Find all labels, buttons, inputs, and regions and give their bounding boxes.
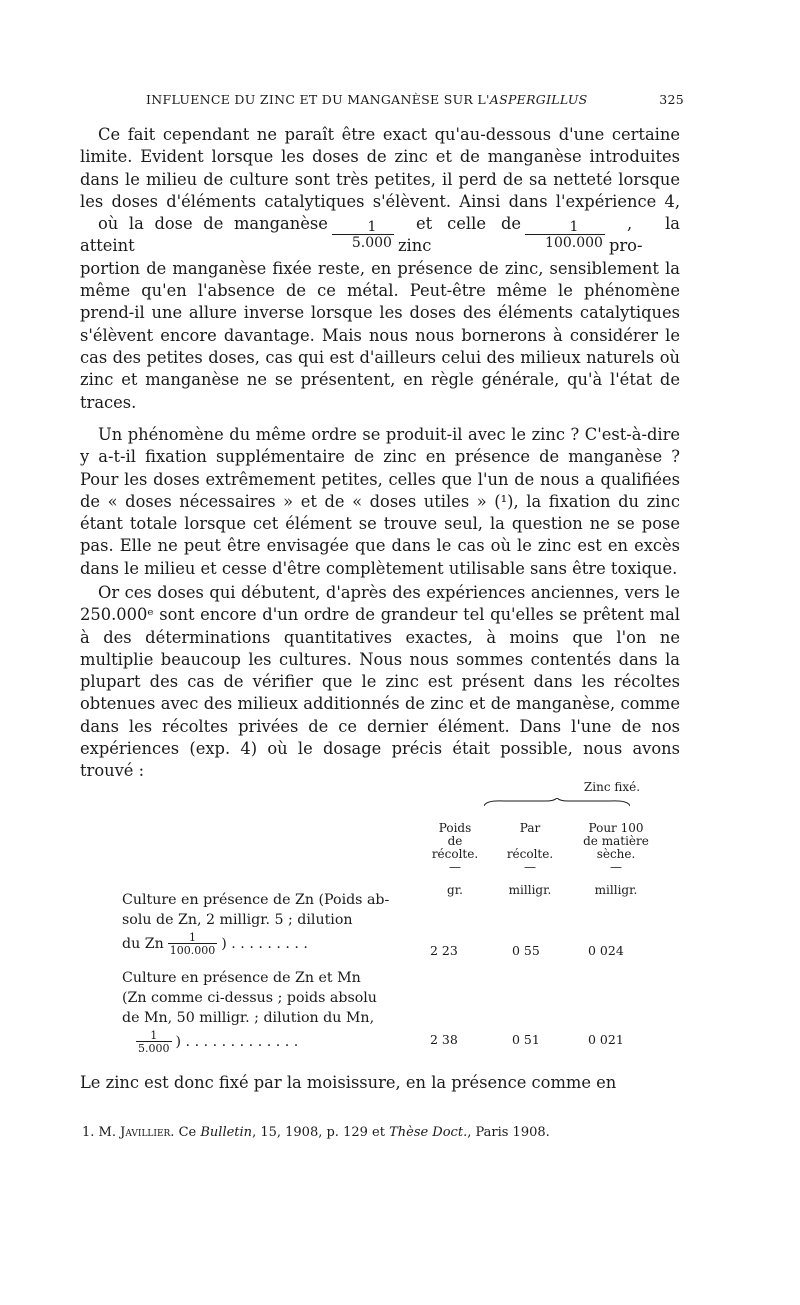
table-cell: 0 021 [588,1032,624,1047]
brace-icon [484,798,630,808]
body-paragraph-4: Le zinc est donc fixé par la moisissure, en la présence comme en [80,1073,617,1092]
paragraph-1-part-2: portion de manganèse fixée reste, en présence de zinc, sensiblement la même qu'en l'absence de ce métal. Peut-être même le phénomène prend-il une allure inverse lorsque les doses des éléments catalytiques s'élèvent encore davantage. Mais nous nous bornerons à considérer le cas des petites doses, cas qui est d'ailleurs celui des milieux naturels où zinc et manganèse ne se présentent, en règle générale, qu'à l'état de traces. [80,258,680,412]
body-paragraph-2: Un phénomène du même ordre se produit-il avec le zinc ? C'est-à-dire y a-t-il fixation supplémentaire de zinc en présence de manganèse ? Pour les doses extrêmement petites, celles que l'un de nous a qualifiées de « doses nécessaires » et de « doses utiles » (¹), la fixation du zinc étant totale lorsque cet élément se trouve seul, la question ne se pose pas. Elle ne peut être envisagée que dans le cas où le zinc est en excès dans le milieu et cesse d'être complètement utilisable sans être toxique. [80,425,680,578]
footnote: 1. M. Javillier. Ce Bulletin, 15, 1908, p. 129 et Thèse Doct., Paris 1908. [82,1125,550,1140]
table-group-header: Zinc fixé. [583,780,641,794]
column-header-par-recolte: Par récolte. — milligr. [506,821,554,897]
paragraph-1-part-1: Ce fait cependant ne paraît être exact qu'au-dessous d'une certaine limite. Evident lorsque les doses de zinc et de manganèse introduites dans le milieu de culture sont très petites, il perd de sa netteté lorsque les doses d'éléments catalytiques s'élèvent. Ainsi dans l'expérience 4, [80,125,680,211]
running-header [146,92,684,107]
column-header-poids: Poids de récolte. — gr. [431,821,479,897]
fraction-line: où la dose de manganèse atteint $\frac{1}{5.000}$ et celle de zinc $\frac{1}{100.000}$ , la pro- [80,214,680,256]
fraction-zinc: $\frac{1}{100.000}$ [525,220,605,250]
fraction-manganese: $\frac{1}{5.000}$ [332,220,394,250]
body-paragraph-1 [80,124,680,414]
running-title: INFLUENCE DU ZINC ET DU MANGANÈSE SUR L'ASPERGILLUS [146,92,588,107]
page-number: 325 [659,92,684,107]
table-cell: 0 024 [588,943,624,958]
body-paragraph-3: Or ces doses qui débutent, d'après des expériences anciennes, vers le 250.000ᵉ sont encore d'un ordre de grandeur tel qu'elles se prêtent mal à des déterminations quantitatives exactes, à moins que l'on ne multiplie beaucoup les cultures. Nous nous sommes contentés dans la plupart des cas de vérifier que le zinc est présent dans les récoltes obtenues avec des milieux additionnés de zinc et de manganèse, comme dans les récoltes privées de ce dernier élément. Dans l'une de nos expériences (exp. 4) où le dosage précis était possible, nous avons trouvé : [80,583,680,781]
table-row-label: Culture en présence de Zn (Poids ab- solu de Zn, 2 milligr. 5 ; dilution du Zn $\frac{1}{100.000}$ ) . . . . . . . . . [122,892,390,957]
table-cell: 2 23 [430,943,458,958]
table-cell: 0 55 [512,943,540,958]
column-header-pour-100: Pour 100 de matière sèche. — milligr. [583,821,649,897]
table-row-label: Culture en présence de Zn et Mn (Zn comme ci-dessus ; poids absolu de Mn, 50 milligr. ; dilution du Mn, $\frac{1}{5.000}$ ) . . . . . . . . . . . . . [122,970,377,1055]
table-cell: 0 51 [512,1032,540,1047]
running-title-italic: ASPERGILLUS [489,92,588,107]
fraction-table-manganese: $\frac{1}{5.000}$ [138,1029,170,1055]
fraction-table-zinc: $\frac{1}{100.000}$ [169,931,216,957]
table-cell: 2 38 [430,1032,458,1047]
